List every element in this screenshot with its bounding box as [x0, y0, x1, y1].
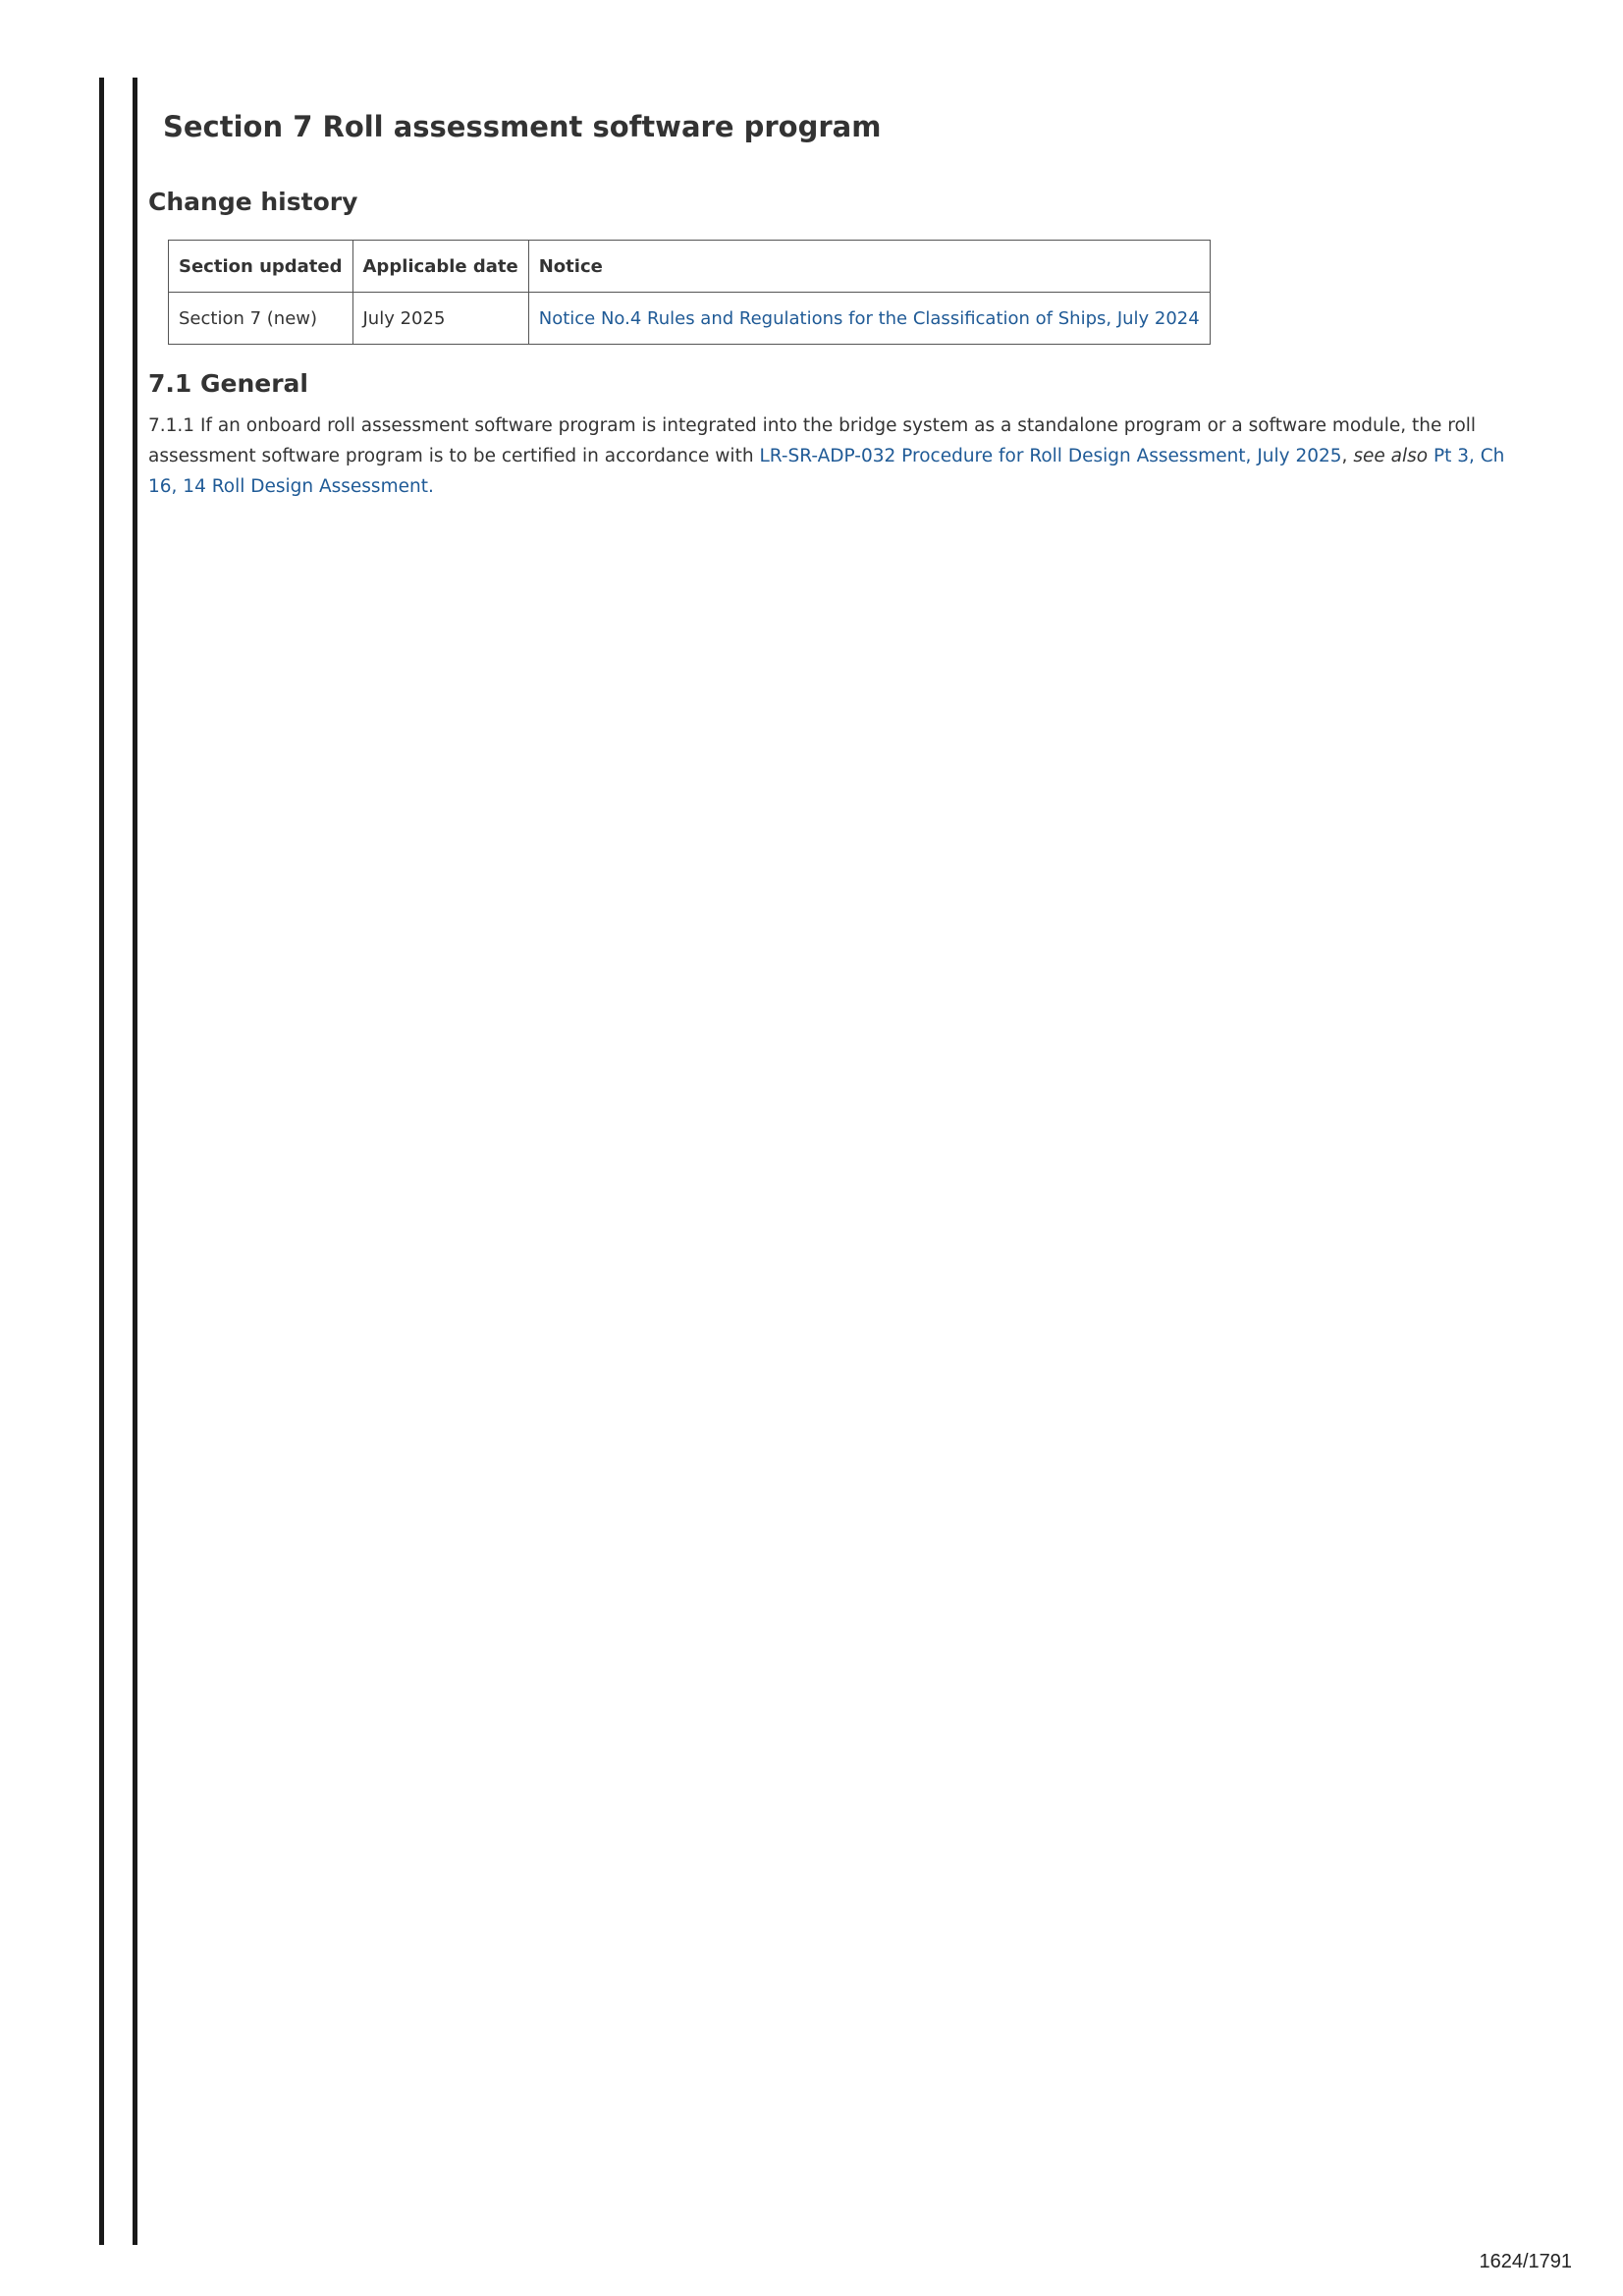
see-also-text: see also [1353, 446, 1429, 466]
clause-text: If an onboard roll assessment software program is integrated into the bridge system as a standalone program or a software module, the roll assessment software program is to be certified in accordance with [148, 415, 1477, 466]
notice-link[interactable]: Notice No.4 Rules and Regulations for the Classification of Ships, July 2024 [538, 307, 1200, 329]
clause-number: 7.1.1 [148, 415, 195, 436]
roll-design-assessment-link[interactable]: Pt 3, Ch 16, 14 Roll Design Assessment [148, 446, 1505, 497]
cell-section-updated: Section 7 (new) [169, 293, 353, 345]
revision-bar-left [99, 78, 104, 2245]
general-heading: 7.1 General [148, 369, 308, 398]
cell-notice [528, 293, 1210, 345]
table-header-row [169, 241, 1211, 293]
column-header-notice: Notice [528, 241, 1210, 293]
cell-applicable-date: July 2025 [352, 293, 528, 345]
column-header-applicable-date: Applicable date [352, 241, 528, 293]
clause-end-period[interactable]: . [427, 476, 434, 497]
change-history-table [168, 240, 1211, 345]
column-header-section-updated: Section updated [169, 241, 353, 293]
table-row [169, 293, 1211, 345]
clause-7-1-1 [148, 410, 1513, 502]
clause-separator: , [1341, 446, 1348, 466]
page-number: 1624/1791 [1479, 2251, 1572, 2272]
section-title: Section 7 Roll assessment software program [163, 110, 882, 143]
change-history-heading: Change history [148, 188, 358, 216]
procedure-link[interactable]: LR-SR-ADP-032 Procedure for Roll Design Assessment, July 2025 [759, 446, 1342, 466]
revision-bar-right [133, 78, 137, 2245]
